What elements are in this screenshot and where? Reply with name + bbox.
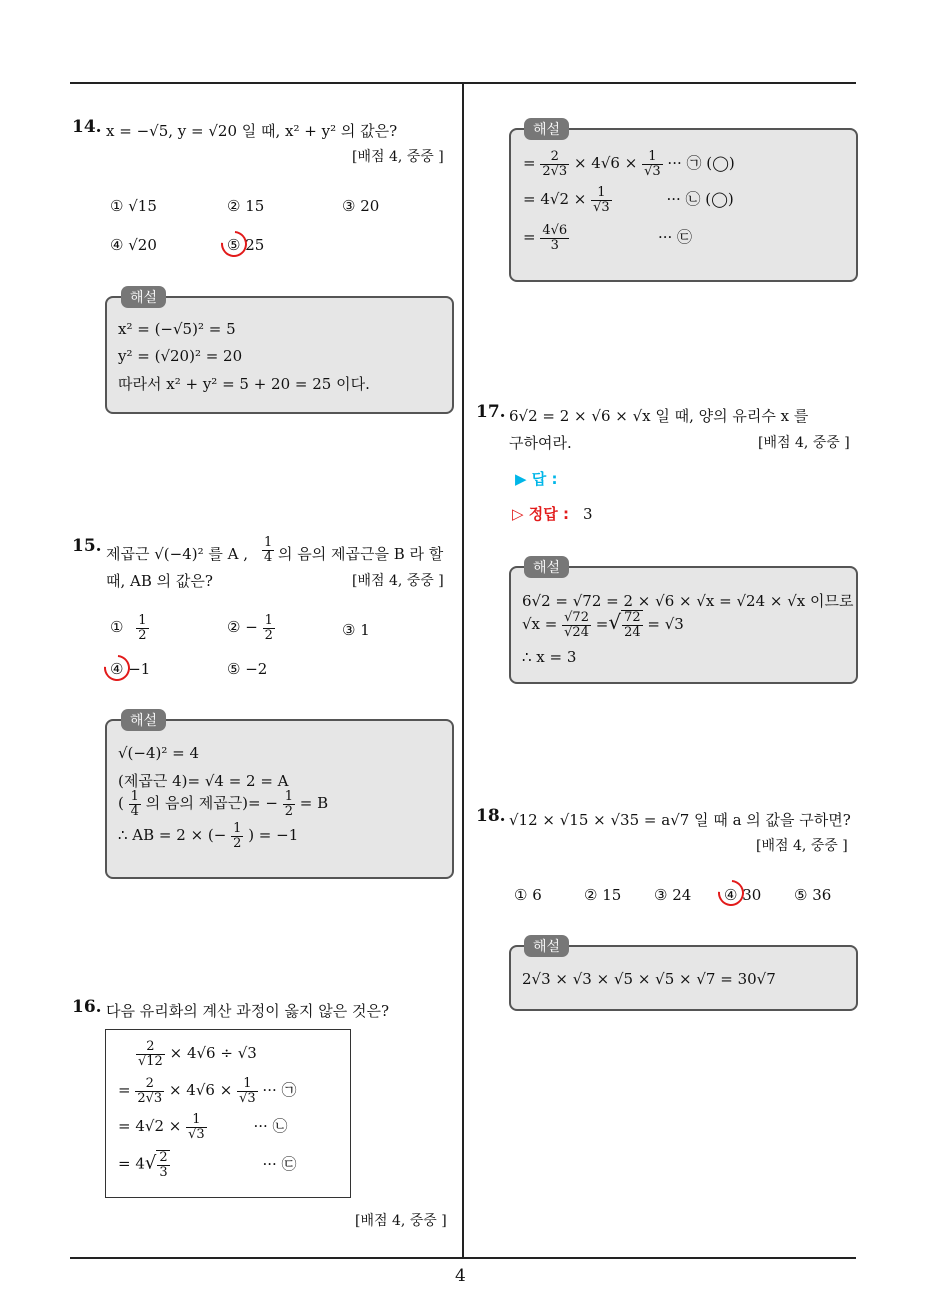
text: = 4	[118, 1154, 145, 1173]
text: = √3	[647, 615, 684, 633]
text: ··· ㉡	[253, 1117, 288, 1136]
fraction	[237, 1077, 258, 1105]
fraction-denominator: 2√3	[137, 1090, 163, 1106]
explanation-line-2	[523, 186, 734, 214]
bottom-rule	[70, 1257, 856, 1259]
option-5[interactable]: ⑤ −2	[227, 660, 268, 678]
option-4[interactable]: ④ −1	[110, 660, 151, 678]
option-1[interactable]: ① √15	[110, 197, 157, 215]
option-2[interactable]: ② 15	[227, 197, 265, 215]
text: ··· ㉠	[262, 1081, 297, 1100]
fraction-denominator: 2	[138, 627, 147, 643]
calc-line-2	[118, 1077, 297, 1105]
fraction	[562, 611, 591, 639]
explanation-line-1	[523, 150, 735, 178]
calc-line-1	[136, 1040, 257, 1068]
fraction	[186, 1113, 207, 1141]
fraction	[156, 1150, 169, 1179]
fraction-denominator: √3	[644, 163, 661, 179]
option-4[interactable]: ④ √20	[110, 236, 157, 254]
answer-circle-mark	[216, 226, 253, 263]
text: 의 음의 제곱근)= −	[145, 794, 278, 813]
question-stem: √12 × √15 × √35 = a√7 일 때 a 의 값을 구하면?	[509, 811, 851, 829]
option-5[interactable]: ⑤ 36	[794, 886, 832, 904]
fraction-numerator: 2	[135, 1077, 164, 1092]
calc-line-4	[118, 1150, 297, 1179]
question-number: 16.	[72, 997, 102, 1017]
column-divider	[462, 82, 464, 1258]
fraction-numerator: 2	[540, 150, 569, 165]
option-2[interactable]	[227, 614, 275, 642]
fraction	[540, 150, 569, 178]
fraction-denominator: √12	[138, 1053, 163, 1069]
text: = B	[299, 794, 329, 813]
fraction-denominator: 2	[284, 803, 293, 819]
text: ∴ AB = 2 × (−	[118, 826, 227, 845]
text: = 4√2 ×	[118, 1117, 182, 1136]
explanation-line-1: √(−4)² = 4	[118, 744, 200, 762]
text: × 4√6 ÷ √3	[169, 1044, 257, 1063]
fraction	[540, 224, 569, 252]
text: × 4√6 ×	[168, 1081, 233, 1100]
explanation-line-3	[523, 224, 692, 252]
fraction-numerator: 2	[136, 1040, 165, 1055]
sqrt-sign: √	[608, 610, 622, 634]
paren-open: (	[118, 794, 124, 813]
score-meta: [배점 4, 중중 ]	[756, 838, 848, 854]
fraction	[283, 790, 295, 818]
text: ) = −1	[248, 826, 299, 845]
question-stem: x = −√5, y = √20 일 때, x² + y² 의 값은?	[106, 122, 398, 140]
fraction-denominator: √3	[188, 1126, 205, 1142]
question-number: 18.	[476, 806, 506, 826]
fraction-numerator: 4√6	[542, 223, 568, 238]
answer-input-label[interactable]: ▶ 답 :	[515, 470, 558, 488]
fraction	[591, 186, 612, 214]
text: =	[118, 1081, 131, 1100]
explanation-tag: 해설	[121, 709, 166, 731]
explanation-line-1: x² = (−√5)² = 5	[118, 320, 236, 338]
fraction-numerator: 1	[186, 1113, 207, 1128]
fraction-denominator: 4	[264, 549, 273, 565]
option-1[interactable]	[110, 614, 149, 642]
option-3[interactable]: ③ 20	[342, 197, 380, 215]
question-stem-part-a: 제곱근 √(−4)² 를 A ,	[106, 545, 249, 563]
question-stem-part-b: 의 음의 제곱근을 B 라 할	[278, 545, 444, 563]
option-fraction	[136, 614, 148, 642]
answer-circle-mark	[713, 875, 750, 912]
text: × 4√6 ×	[573, 154, 638, 173]
fraction	[129, 790, 141, 818]
explanation-line-3: ∴ x = 3	[522, 648, 577, 666]
text: =	[523, 154, 536, 173]
explanation-line-1: 6√2 = √72 = 2 × √6 × √x = √24 × √x 이므로	[522, 592, 854, 610]
fraction	[136, 1040, 165, 1068]
explanation-line-2: (제곱근 4)= √4 = 2 = A	[118, 772, 289, 790]
fraction-numerator: 1	[284, 789, 293, 804]
option-mark: ② −	[227, 618, 258, 637]
explanation-line-3	[118, 790, 328, 818]
text: ··· ㉢	[262, 1154, 297, 1173]
question-stem-part-c: 때, AB 의 값은?	[106, 572, 213, 590]
explanation-line-4	[118, 822, 298, 850]
question-number: 14.	[72, 117, 102, 137]
fraction-numerator: 1	[233, 821, 242, 836]
question-stem: 다음 유리화의 계산 과정이 옳지 않은 것은?	[106, 1002, 389, 1020]
explanation-line-2	[522, 610, 684, 640]
question-number: 15.	[72, 536, 102, 556]
fraction	[621, 610, 643, 639]
answer-circle-mark	[99, 650, 136, 687]
fraction-denominator: 4	[130, 803, 139, 819]
fraction-numerator: √72	[564, 609, 589, 625]
fraction-numerator: 1	[642, 150, 663, 165]
explanation-tag: 해설	[524, 556, 569, 578]
fraction-numerator: 1	[138, 613, 147, 628]
fraction-denominator: √24	[564, 624, 589, 640]
question-stem-line-2: 구하여라.	[509, 434, 572, 452]
text: ··· ㉢	[657, 228, 693, 247]
fraction-denominator: 2	[264, 627, 273, 643]
text: = 4√2 ×	[523, 190, 587, 209]
sqrt-sign: √	[144, 1152, 157, 1174]
option-3[interactable]: ③ 24	[654, 886, 692, 904]
fraction-denominator: √3	[593, 199, 610, 215]
explanation-line-1: 2√3 × √3 × √5 × √5 × √7 = 30√7	[522, 970, 776, 988]
fraction-numerator: 1	[130, 789, 139, 804]
correct-answer-label: ▷ 정답 :	[512, 505, 569, 523]
fraction-numerator: 1	[591, 186, 612, 201]
fraction-numerator: 1	[237, 1077, 258, 1092]
explanation-tag: 해설	[524, 935, 569, 957]
option-3[interactable]: ③ 1	[342, 621, 370, 639]
explanation-line-3: 따라서 x² + y² = 5 + 20 = 25 이다.	[118, 375, 370, 393]
explanation-line-2: y² = (√20)² = 20	[118, 347, 243, 365]
fraction-denominator: √3	[239, 1090, 256, 1106]
fraction-denominator: 3	[159, 1164, 168, 1180]
option-4[interactable]: ④ 30	[724, 886, 762, 904]
text: ··· ㉡ (◯)	[666, 190, 734, 209]
option-1[interactable]: ① 6	[514, 886, 542, 904]
fraction-denominator: 2√3	[542, 163, 568, 179]
text: √x =	[522, 615, 558, 633]
score-meta: [배점 4, 중중 ]	[355, 1213, 447, 1229]
score-meta: [배점 4, 중중 ]	[758, 435, 850, 451]
text: =	[595, 615, 609, 633]
fraction-numerator: 1	[264, 613, 273, 628]
question-stem-fraction	[262, 536, 274, 564]
fraction-denominator: 2	[233, 835, 242, 851]
fraction	[231, 822, 243, 850]
fraction	[135, 1077, 164, 1105]
calc-line-3	[118, 1113, 288, 1141]
option-fraction	[263, 614, 275, 642]
fraction-numerator: 1	[264, 535, 273, 550]
fraction	[642, 150, 663, 178]
option-5[interactable]: ⑤ 25	[227, 236, 265, 254]
score-meta: [배점 4, 중중 ]	[352, 149, 444, 165]
fraction-denominator: 24	[624, 625, 641, 640]
option-mark: ①	[110, 618, 124, 637]
option-2[interactable]: ② 15	[584, 886, 622, 904]
explanation-tag: 해설	[121, 286, 166, 308]
score-meta: [배점 4, 중중 ]	[352, 573, 444, 589]
explanation-tag: 해설	[524, 118, 569, 140]
question-number: 17.	[476, 402, 506, 422]
page-number: 4	[455, 1266, 466, 1286]
question-stem-line-1: 6√2 = 2 × √6 × √x 일 때, 양의 유리수 x 를	[509, 407, 809, 425]
fraction-numerator: 72	[624, 610, 641, 626]
text: ··· ㉠ (◯)	[667, 154, 735, 173]
fraction-numerator: 2	[159, 1150, 168, 1165]
text: =	[523, 228, 536, 247]
fraction-denominator: 3	[550, 237, 559, 253]
correct-answer-value: 3	[583, 505, 593, 523]
